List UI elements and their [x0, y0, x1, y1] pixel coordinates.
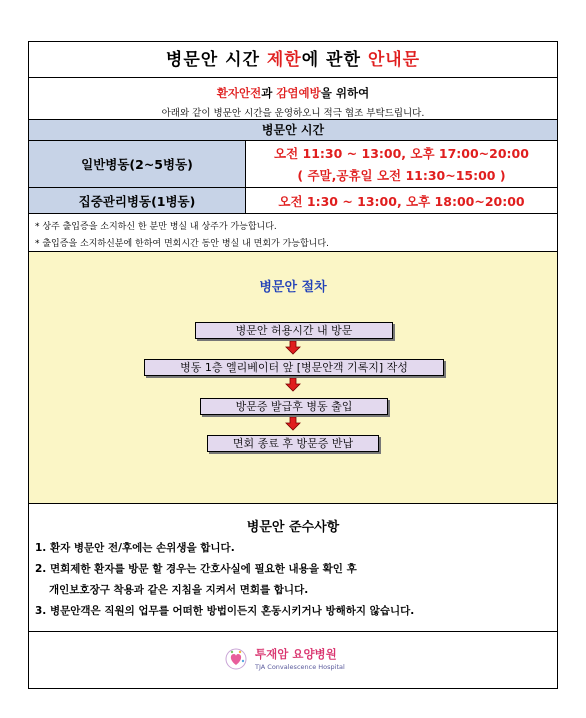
hospital-logo-icon	[225, 648, 247, 670]
intro-line1	[29, 85, 557, 101]
intro-line2: 아래와 같이 병문안 시간을 운영하오니 적극 협조 부탁드립니다.	[161, 108, 425, 119]
title-part2: 에 관한	[301, 50, 368, 70]
rule-item-continuation: 개인보호장구 착용과 같은 지침을 지켜서 면회를 합니다.	[49, 584, 309, 596]
ward-time-line: ( 주말,공휴일 오전 11:30~15:00 )	[297, 168, 506, 183]
intro-conj: 과	[261, 86, 277, 100]
down-arrow-icon	[285, 341, 301, 355]
intro-patient-safety: 환자안전	[216, 86, 262, 100]
procedure-step-3: 방문증 발급후 병동 출입	[200, 398, 388, 415]
title-highlight-notice: 안내문	[367, 50, 421, 70]
notes-section	[29, 214, 557, 252]
notice-title	[29, 42, 557, 78]
procedure-step-2: 병동 1층 엘리베이터 앞 [병문안객 기록지] 작성	[144, 359, 444, 376]
ward-times	[246, 141, 557, 187]
procedure-section	[29, 252, 557, 504]
hospital-logo	[225, 646, 345, 671]
rule-item: 1. 환자 병문안 전/후에는 손위생을 합니다.	[35, 542, 235, 554]
intro-line1-end: 을 위하여	[320, 86, 370, 100]
down-arrow-icon	[285, 417, 301, 431]
title-part1: 병문안 시간	[165, 50, 267, 70]
rules-list	[35, 540, 414, 624]
visiting-hours-header: 병문안 시간	[29, 120, 557, 141]
intro-section	[29, 78, 557, 120]
ward-name: 일반병동(2~5병동)	[29, 141, 246, 187]
procedure-title: 병문안 절차	[259, 280, 327, 295]
note-item: * 상주 출입증을 소지하신 한 분만 병실 내 상주가 가능합니다.	[35, 222, 277, 232]
rule-item	[35, 561, 414, 597]
rule-item-text: 2. 면회제한 환자를 방문 할 경우는 간호사실에 필요한 내용을 확인 후	[35, 563, 357, 575]
hospital-name-english: TJA Convalescence Hospital	[255, 663, 345, 671]
rules-section	[29, 504, 557, 632]
ward-time-line: 오전 1:30 ~ 13:00, 오후 18:00~20:00	[278, 193, 525, 209]
ward-time-line: 오전 11:30 ~ 13:00, 오후 17:00~20:00	[274, 146, 529, 161]
procedure-step-1: 병문안 허용시간 내 방문	[195, 322, 393, 339]
intro-infection-prevention: 감염예방	[276, 86, 321, 100]
down-arrow-icon	[285, 378, 301, 392]
title-highlight-restriction: 제한	[266, 50, 302, 70]
notice-sheet	[28, 41, 558, 689]
ward-name: 집중관리병동(1병동)	[29, 188, 246, 213]
ward-times	[246, 188, 557, 213]
rule-item: 3. 병문안객은 직원의 업무를 어떠한 방법이든지 혼동시키거나 방해하지 않습니다.	[35, 605, 415, 617]
rules-title: 병문안 준수사항	[246, 520, 340, 535]
footer-section	[29, 632, 557, 688]
ward-row-intensive	[29, 188, 557, 214]
ward-row-general	[29, 141, 557, 188]
hospital-logo-text	[255, 646, 345, 671]
note-item: * 출입증을 소지하신분에 한하여 면회시간 동안 병실 내 면회가 가능합니다.	[35, 239, 329, 249]
procedure-step-4: 면회 종료 후 방문증 반납	[207, 435, 379, 452]
hospital-name-korean: 투재암 요양병원	[255, 647, 337, 661]
